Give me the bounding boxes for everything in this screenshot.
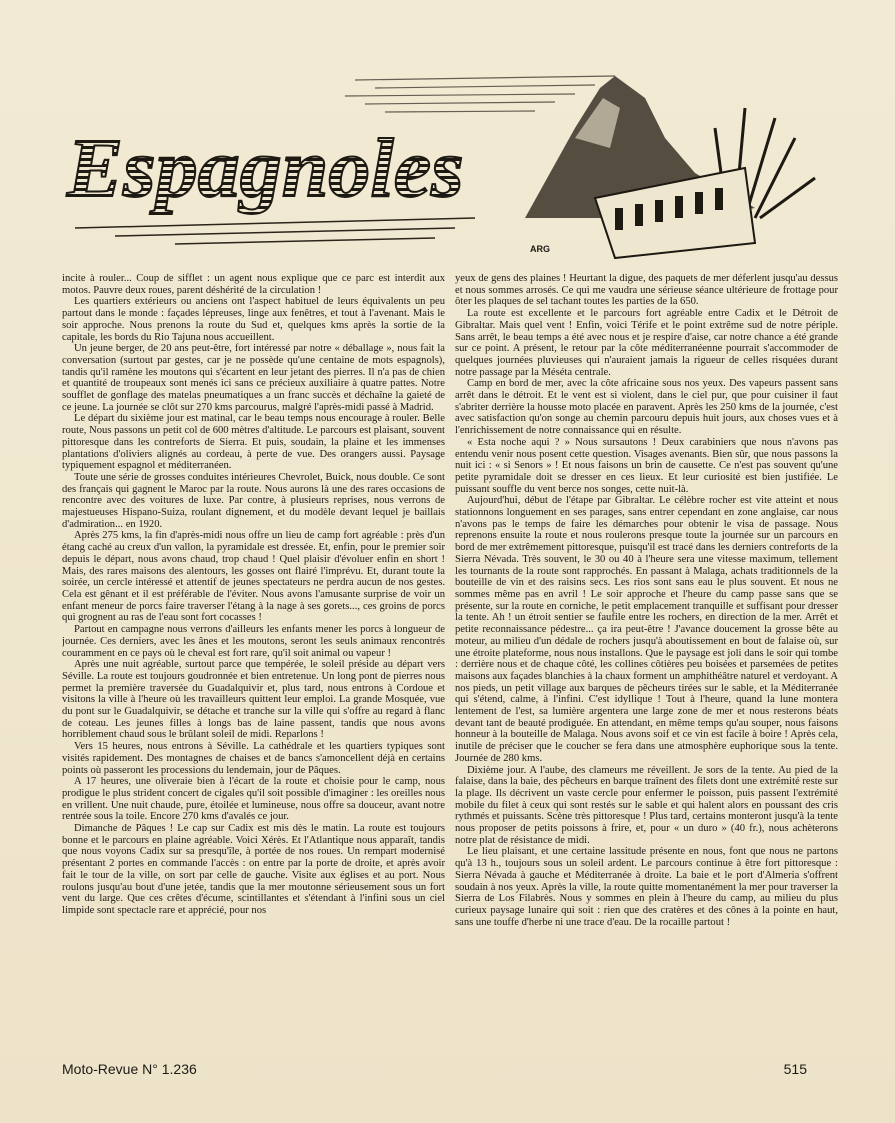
- article-paragraph: Dimanche de Pâques ! Le cap sur Cadix est mis dès le matin. La route est toujours bonne et le parcours en plaine agréable. Voici Xérès. Et l'Atlantique nous apparaît, tandis que nous voyons Cadix sur sa presqu'île, à portée de nos roues. Un rempart modernisé présentant 2 portes en commande l'accès : on entre par la porte de droite, et après avoir fait le tour de la ville, on sort par celle de gauche. Visite aux églises et au port. Nous roulons jusqu'au bout d'une jetée, tandis que la mer moutonne sérieusement sous un fort vent du large. Que ces crêtes d'écume, scintillantes et s'étendant à l'infini sous un ciel limpide sont spectacle rare et apprécié, pour nos: [62, 823, 445, 916]
- article-paragraph: La route est excellente et le parcours fort agréable entre Cadix et le Détroit de Gibraltar. Mais quel vent ! Enfin, voici Térife et le point extrême sud de notre périple. Sans arrêt, le beau temps a été avec nous et je respire d'aise, car notre chance a été grande sur ce point. A présent, le retour par la côte méditerranéenne pourrait s'accommoder de quelques journées pluvieuses qui n'auraient jamais la rigueur de celles risquées durant notre passage par la Méséta centrale.: [455, 308, 838, 378]
- article-paragraph: Le départ du sixième jour est matinal, car le beau temps nous encourage à rouler. Belle route, Nous passons un petit col de 600 mètres d'altitude. Le parcours est plaisant, souvent pittoresque dans les contreforts de Sierra. Et puis, soudain, la plaine et les immenses plantations d'oliviers alignés au cordeau, à perte de vue. Des orangers aussi. Paysage typiquement espagnol et méditerranéen.: [62, 413, 445, 472]
- article-paragraph: Partout en campagne nous verrons d'ailleurs les enfants mener les porcs à longueur de journée. Ces derniers, avec les ânes et les moutons, seront les seuls animaux rencontrés couramment en ce pays où le cheval est fort rare, qu'il soit animal ou vapeur !: [62, 624, 445, 659]
- article-paragraph: Vers 15 heures, nous entrons à Séville. La cathédrale et les quartiers typiques sont visités rapidement. Des montagnes de chaises et de bancs s'amoncellent déjà en certains points où passeront les processions du lendemain, jour de Pâques.: [62, 741, 445, 776]
- article-paragraph: Dixième jour. A l'aube, des clameurs me réveillent. Je sors de la tente. Au pied de la falaise, dans la baie, des pêcheurs en barque traînent des filets dont une extrémité reste sur la plage. Ils décrivent un vaste cercle pour enfermer le poisson, puis passent l'extrémité mobile du filet à ceux qui sont restés sur le sable et qui halent alors en poussant des cris rythmés et puissants. Scène très pittoresque ! Plus tard, certains monteront jusqu'à la tente nous proposer de petits poissons à frire, et, pour « un duro » (40 fr.), nous achèterons notre plat de résistance de midi.: [455, 764, 838, 846]
- article-paragraph: incite à rouler... Coup de sifflet : un agent nous explique que ce parc est interdit aux motos. Pauvre deux roues, parent déshérité de la circulation !: [62, 273, 445, 296]
- article-paragraph: Camp en bord de mer, avec la côte africaine sous nos yeux. Des vapeurs passent sans arrêt dans le détroit. Et le vent est si violent, dans le ciel pur, que pour cuisiner il faut s'abriter derrière la housse moto placée en paravent. Après les 250 kms de la journée, c'est avec satisfaction qu'on songe au chemin parcouru depuis huit jours, aux choses vues et à l'enrichissement de notre connaissance qui en résulte.: [455, 378, 838, 437]
- title-lettering: Espagnoles: [67, 122, 464, 215]
- publication-label: Moto-Revue N° 1.236: [62, 1061, 197, 1077]
- article-paragraph: yeux de gens des plaines ! Heurtant la digue, des paquets de mer déferlent jusqu'au dessus et nous sommes arrosés. Ce qui me vaudra une sérieuse séance ultérieure de frottage pour ôter les plaques de sel tachant toutes les parties de la 650.: [455, 273, 838, 308]
- article-column-left: [62, 273, 445, 1043]
- article-paragraph: « Esta noche aqui ? » Nous sursautons ! Deux carabiniers que nous n'avons pas entendu venir nous posent cette question. Visages avenants. Bien sûr, que nous passons la nuit ici : « si Senors » ! Et nous faisons un brin de causette. Ce n'est pas souvent qu'une petite pyramidale doit se dresser en ces lieux. Et leur curiosité est bien justifiée. Le puissant souffle du vent berce nos songes, cette nuit-là.: [455, 436, 838, 495]
- header-illustration: [55, 68, 830, 268]
- article-paragraph: A 17 heures, une oliveraie bien à l'écart de la route et choisie pour le camp, nous prodigue le plus strident concert de cigales qu'il soit possible d'imaginer : les oreilles nous en vrillent. Une nuit chaude, pure, étoilée et lumineuse, nous offre sa douceur, avant notre rentrée sous la toile. Encore 270 kms d'avalés ce jour.: [62, 776, 445, 823]
- article-paragraph: Après une nuit agréable, surtout parce que tempérée, le soleil préside au départ vers Séville. La route est toujours goudronnée et bien entretenue. Un long pont de pierres nous permet la première traversée du Guadalquivir et, plus tard, nous entrons à Cordoue et visitons la ville à l'heure où les travailleurs quittent leur emploi. La grande Mosquée, vue du pont sur le Guadalquivir, se détache et tranche sur la ville qui s'offre au regard à flanc de coteau. Les jeunes filles à longs bas de laine passent, tandis que nous avons horriblement chaud sous le brûlant soleil de midi. Reparlons !: [62, 659, 445, 741]
- article-body: [62, 273, 838, 1043]
- article-paragraph: Toute une série de grosses conduites intérieures Chevrolet, Buick, nous double. Ce sont des français qui gagnent le Maroc par la route. Nous aurons là une des rares occasions de rencontre avec des voitures de luxe. Par contre, à plusieurs reprises, nous verrons de majestueuses Hispano-Suiza, roulant dignement, et du modèle devant lequel je baillais d'admiration... en 1920.: [62, 471, 445, 530]
- article-paragraph: Le lieu plaisant, et une certaine lassitude présente en nous, font que nous ne partons qu'à 13 h., toujours sous un soleil ardent. Le parcours continue à être fort pittoresque : Sierra Névada à gauche et Méditerranée à droite. La baie et le port d'Almeria s'offrent soudain à nos yeux. Après la ville, la route quitte momentanément la mer pour traverser la Sierra de Los Filabrès. Nous y sommes en plein à l'heure du camp, au milieu du plus curieux paysage lunaire qui soit : rien que des cratères et des cônes à la pointe en haut, sans une touffe d'herbe ni une trace d'eau. De la rocaille partout !: [455, 846, 838, 928]
- artist-signature: ARG: [530, 244, 550, 254]
- article-column-right: [455, 273, 838, 1043]
- page-number: 515: [783, 1061, 807, 1077]
- article-paragraph: Après 275 kms, la fin d'après-midi nous offre un lieu de camp fort agréable : près d'un étang caché au creux d'un vallon, la pyramidale est dressée. Et, enfin, pour le premier soir depuis le départ, nous avons chaud, trop chaud ! Quel plaisir d'évoluer enfin en short ! Mais, des rares maisons des alentours, les gosses ont flairé l'imprévu. Et, durant toute la soirée, un cercle intéressé et attentif de jeunes spectateurs ne perdra aucun de nos gestes. Cela est gênant et il est préférable de l'éviter. Nous avons l'amusante surprise de voir un enfant meneur de porcs faire traverser l'étang à la nage à ses gorets..., ces groins de porcs qui grognent au ras de l'eau sont fort cocasses !: [62, 530, 445, 624]
- article-paragraph: Les quartiers extérieurs ou anciens ont l'aspect habituel de leurs équivalents un peu partout dans le monde : façades lépreuses, linge aux fenêtres, et tout à l'avenant. Mais le soir approche. Nous prenons la route du Sud et, quelques kms après la sortie de la capitale, les bords du Rio Tajuna nous accueillent.: [62, 296, 445, 343]
- article-paragraph: Aujourd'hui, début de l'étape par Gibraltar. Le célèbre rocher est vite atteint et nous stationnons longuement en ses parages, sans entrer cependant en zone anglaise, car nous n'avons pas le temps de faire les démarches pour obtenir le visa de passage. Nous reprenons ensuite la route et nous roulerons presque toute la journée sur un parcours en bord de mer extrêmement pittoresque, puisqu'il est tracé dans les derniers contreforts de la Sierra Névada. Très souvent, le 30 ou 40 à l'heure sera une vitesse maximum, tellement les tournants de la route sont rapprochés. En passant à Malaga, achats traditionnels de la bouteille de vin et des raisins secs. Les rios sont sans eau le plus souvent. Et nous ne sommes même pas en avril ! Le soir approche et l'heure du camp passe sans que se présente, sur la route en corniche, le petit emplacement tranquille et suffisant pour dresser la tente. Ah ! un étroit sentier se faufile entre les rochers, en direction de la mer. Arrêt et petite reconnaissance pédestre... ça ira peut-être ! J'avance doucement la grosse bête au moteur, au milieu d'un dédale de rochers jusqu'à aboutissement en bout de falaise où, sur une étroite plateforme, nous nous installons. Que le paysage est joli dans le soir qui tombe : derrière nous et de chaque côté, les collines côtières peu boisées et parsemées de petites maisons aux façades blanchies à la chaux forment un amphithéâtre naturel et verdoyant. A nos pieds, un petit village aux barques de pêcheurs tirées sur le sable, et la Méditerranée qui s'étend, calme, à l'infini. C'est idyllique ! Tout à l'heure, quand la lune montera lentement de l'est, sa lumière argentera une large zone de mer et nous resterons béats devant tant de beauté prodiguée. En attendant, en même temps qu'au souper, nous faisons honneur à la bouteille de Malaga. Nous avons soif et ce vin est facile à boire ! Après cela, inutile de préciser que le coucher se fera dans une atmosphère euphorique sous la tente. Journée de 280 kms.: [455, 495, 838, 764]
- article-paragraph: Un jeune berger, de 20 ans peut-être, fort intéressé par notre « déballage », nous fait la conversation (surtout par gestes, car je ne possède qu'une centaine de mots espagnols), tandis qu'il ramène les moutons qui s'écartent en leur jetant des pierres. Il n'a pas de chien et quantité de troupeaux sont menés ici sans ce précieux auxiliaire à quatre pattes. Notre soufflet de gonflage des matelas pneumatiques a un franc succès et déchaîne la gaieté de ce jeune. La journée se clôt sur 270 kms parcourus, malgré l'après-midi passé à Madrid.: [62, 343, 445, 413]
